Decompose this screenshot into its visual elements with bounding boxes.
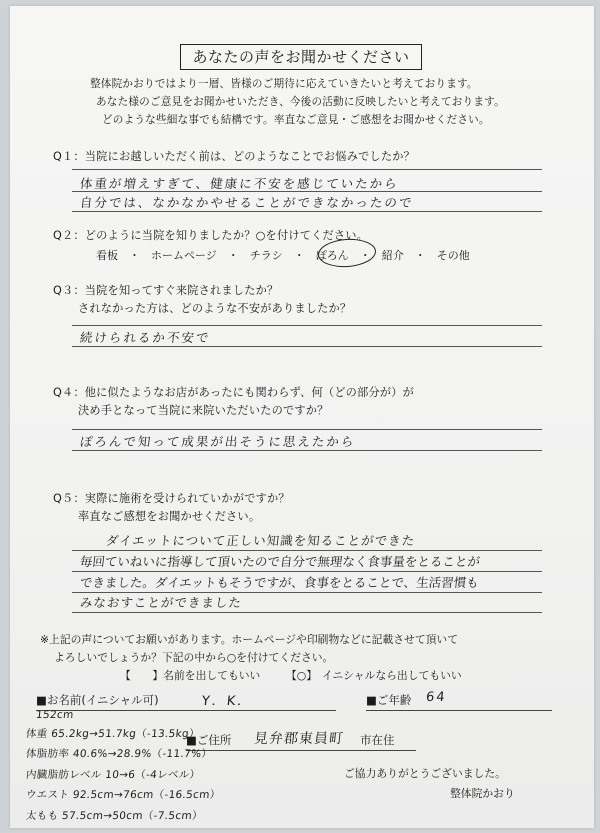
- q4-line-1: [72, 429, 542, 430]
- q3-question-line-1: Q３：当院を知ってすぐ来院されましたか？: [53, 284, 279, 297]
- q2-question: Q２：どのように当院を知りましたか？○を付けてください。: [53, 229, 369, 242]
- q1-answer-line-1: 体重が増えすぎて、健康に不安を感じていたから: [79, 176, 400, 191]
- q5-answer-line-4: みなおすことができました: [79, 595, 243, 610]
- address-underline: [186, 750, 416, 751]
- q5-line-2: [72, 571, 542, 572]
- q1-line-3: [72, 211, 542, 212]
- q1-line-2: [72, 191, 542, 192]
- measure-waist: ウエスト 92.5cm→76cm（-16.5cm）: [25, 789, 222, 801]
- q3-answer: 続けられるか不安で: [79, 330, 212, 345]
- measure-weight: 体重 65.2kg→51.7kg（-13.5kg）: [25, 728, 201, 740]
- consent-option-initial-text: イニシャルなら出してもいい: [322, 669, 462, 682]
- intro-line-2: あなた様のご意見をお聞かせいただき、今後の活動に反映したいと考えております。: [96, 96, 505, 108]
- q5-answer-line-2: 毎回ていねいに指導して頂いたので自分で無理なく食事量をとることが: [79, 554, 481, 569]
- consent-option-initial-mark: 【○】: [286, 669, 318, 682]
- page-title: あなたの声をお聞かせください: [180, 44, 422, 70]
- q3-line-2: [72, 346, 542, 347]
- q4-question-line-2: 決め手となって当院に来院いただいたのですか？: [78, 404, 329, 417]
- q4-answer: ぽろんで知って成果が出そうに思えたから: [79, 434, 357, 449]
- age-underline: [366, 710, 552, 711]
- clinic-name: 整体院かおり: [450, 787, 515, 800]
- q4-line-2: [72, 450, 542, 451]
- q5-line-4: [72, 612, 542, 613]
- q1-question: Q１：当院にお越しいただく前は、どのようなことでお悩みでしたか？: [53, 150, 416, 163]
- measure-body-fat: 体脂肪率 40.6%→28.9%（-11.7%）: [25, 748, 213, 760]
- q2-choices: 看板 ・ ホームページ ・ チラシ ・ ぽろん ・ 紹介 ・ その他: [96, 249, 470, 262]
- q5-answer-line-1: ダイエットについて正しい知識を知ることができた: [105, 533, 417, 548]
- name-underline: [36, 710, 336, 711]
- q3-question-line-2: されなかった方は、どのような不安がありましたか？: [78, 302, 352, 315]
- age-value: 64: [425, 690, 448, 705]
- q4-question-line-1: Q４：他に似たようなお店があったにも関わらず、何（どの部分が）が: [53, 386, 415, 399]
- address-label: ■ご住所: [186, 733, 232, 747]
- q5-question-line-2: 率直なご感想をお聞かせください。: [78, 510, 261, 523]
- age-label: ■ご年齢: [366, 693, 412, 707]
- measure-visceral-fat: 内臓脂肪レベル 10→6（-4レベル）: [25, 769, 201, 781]
- q5-question-line-1: Q５：実際に施術を受けられていかがですか？: [53, 492, 290, 505]
- questionnaire-sheet: [10, 6, 594, 828]
- consent-option-name: 【 】名前を出してもいい: [120, 669, 261, 682]
- q1-line-1: [72, 169, 542, 170]
- q5-line-1: [72, 550, 542, 551]
- thanks-text: ご協力ありがとうございました。: [344, 767, 506, 780]
- q1-answer-line-2: 自分では、なかなかやせることができなかったので: [79, 195, 415, 210]
- address-value: 見弁郡東員町: [253, 731, 345, 747]
- q5-answer-line-3: できました。ダイエットもそうですが、食事をとることで、生活習慣も: [79, 575, 480, 590]
- intro-line-3: どのような些細な事でも結構です。率直なご意見・ご感想をお聞かせください。: [102, 114, 490, 126]
- name-label: ■お名前(イニシャル可): [36, 693, 159, 707]
- intro-line-1: 整体院かおりではより一層、皆様のご期待に応えていきたいと考えております。: [90, 78, 478, 90]
- address-suffix: 市在住: [360, 733, 395, 747]
- notice-line-1: ※上記の声についてお願いがあります。ホームページや印刷物などに記載させて頂いて: [40, 633, 459, 646]
- measure-thigh: 太もも 57.5cm→50cm（-7.5cm）: [25, 810, 204, 822]
- q3-line-1: [72, 325, 542, 326]
- notice-line-2: よろしいでしょうか？下記の中から○を付けてください。: [54, 651, 334, 664]
- measure-height: 152cm: [35, 709, 75, 721]
- name-value: Y．K．: [201, 694, 254, 709]
